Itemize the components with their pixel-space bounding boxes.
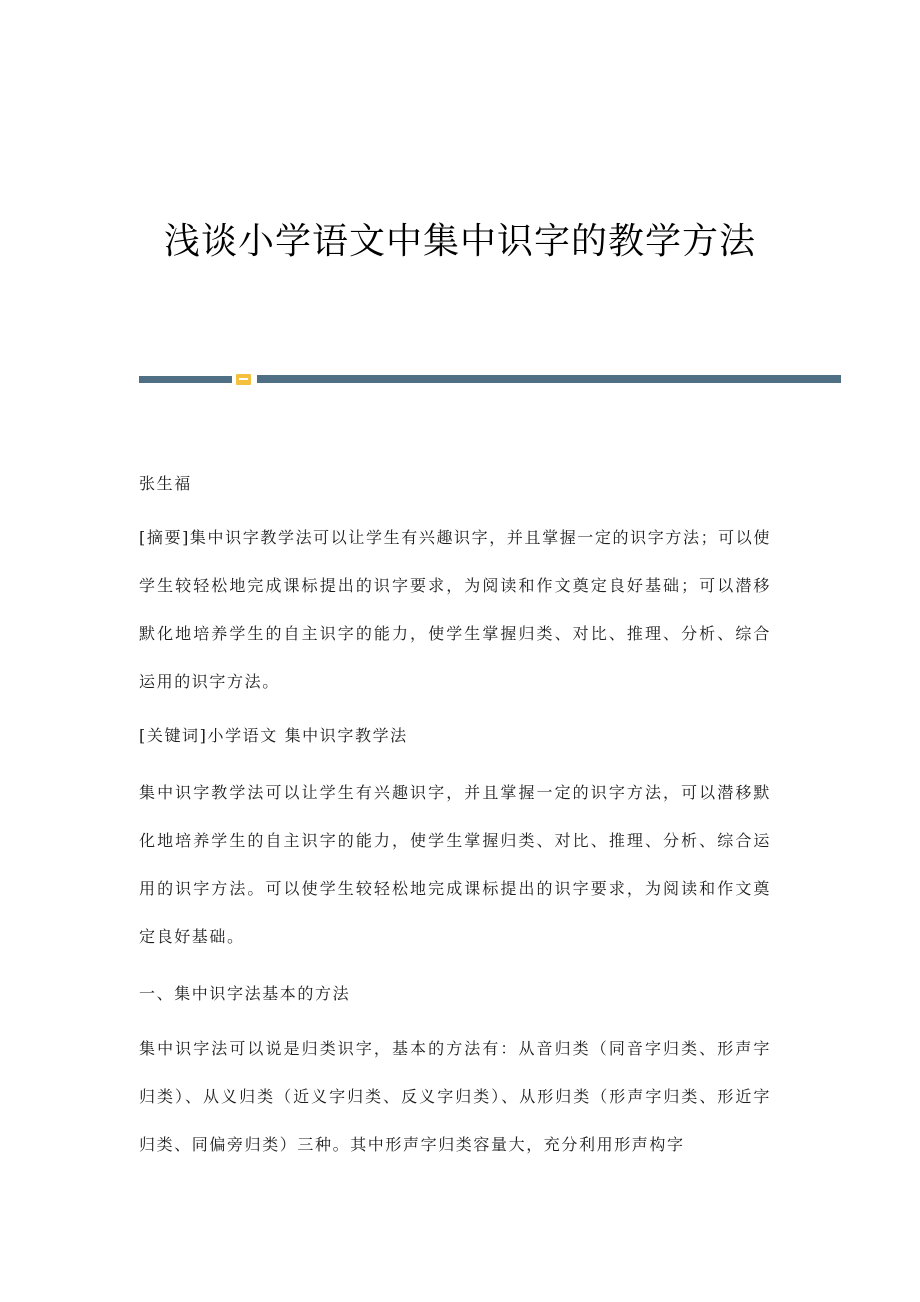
document-title: 浅谈小学语文中集中识字的教学方法 bbox=[163, 221, 756, 262]
keywords bbox=[139, 712, 771, 760]
section-heading bbox=[139, 970, 771, 1018]
paragraph-text: 集中识字法可以说是归类识字，基本的方法有：从音归类（同音字归类、形声字归类）、从义归类（近义字归类、反义字归类）、从形归类（形声字归类、形近字归类、同偏旁归类）三种。其中形声字归类容量大，充分利用形声构字 bbox=[139, 1039, 771, 1154]
divider-left-bar bbox=[139, 376, 232, 383]
author-text: 张生福 bbox=[139, 474, 192, 493]
divider-right-bar bbox=[257, 375, 841, 383]
title-divider bbox=[139, 374, 841, 386]
paragraph-text: 集中识字教学法可以让学生有兴趣识字，并且掌握一定的识字方法，可以潜移默化地培养学生的自主识字的能力，使学生掌握归类、对比、推理、分析、综合运用的识字方法。可以使学生较轻松地完成课标提出的识字要求，为阅读和作文奠定良好基础。 bbox=[139, 783, 771, 946]
keywords-text: [关键词]小学语文 集中识字教学法 bbox=[139, 726, 408, 745]
section-heading-text: 一、集中识字法基本的方法 bbox=[139, 984, 351, 1003]
divider-emblem-icon bbox=[236, 374, 251, 385]
abstract bbox=[139, 514, 771, 706]
paragraph bbox=[139, 1025, 771, 1169]
abstract-text: [摘要]集中识字教学法可以让学生有兴趣识字，并且掌握一定的识字方法；可以使学生较轻松地完成课标提出的识字要求，为阅读和作文奠定良好基础；可以潜移默化地培养学生的自主识字的能力，使学生掌握归类、对比、推理、分析、综合运用的识字方法。 bbox=[139, 528, 771, 691]
author-name bbox=[139, 460, 771, 508]
paragraph bbox=[139, 769, 771, 961]
